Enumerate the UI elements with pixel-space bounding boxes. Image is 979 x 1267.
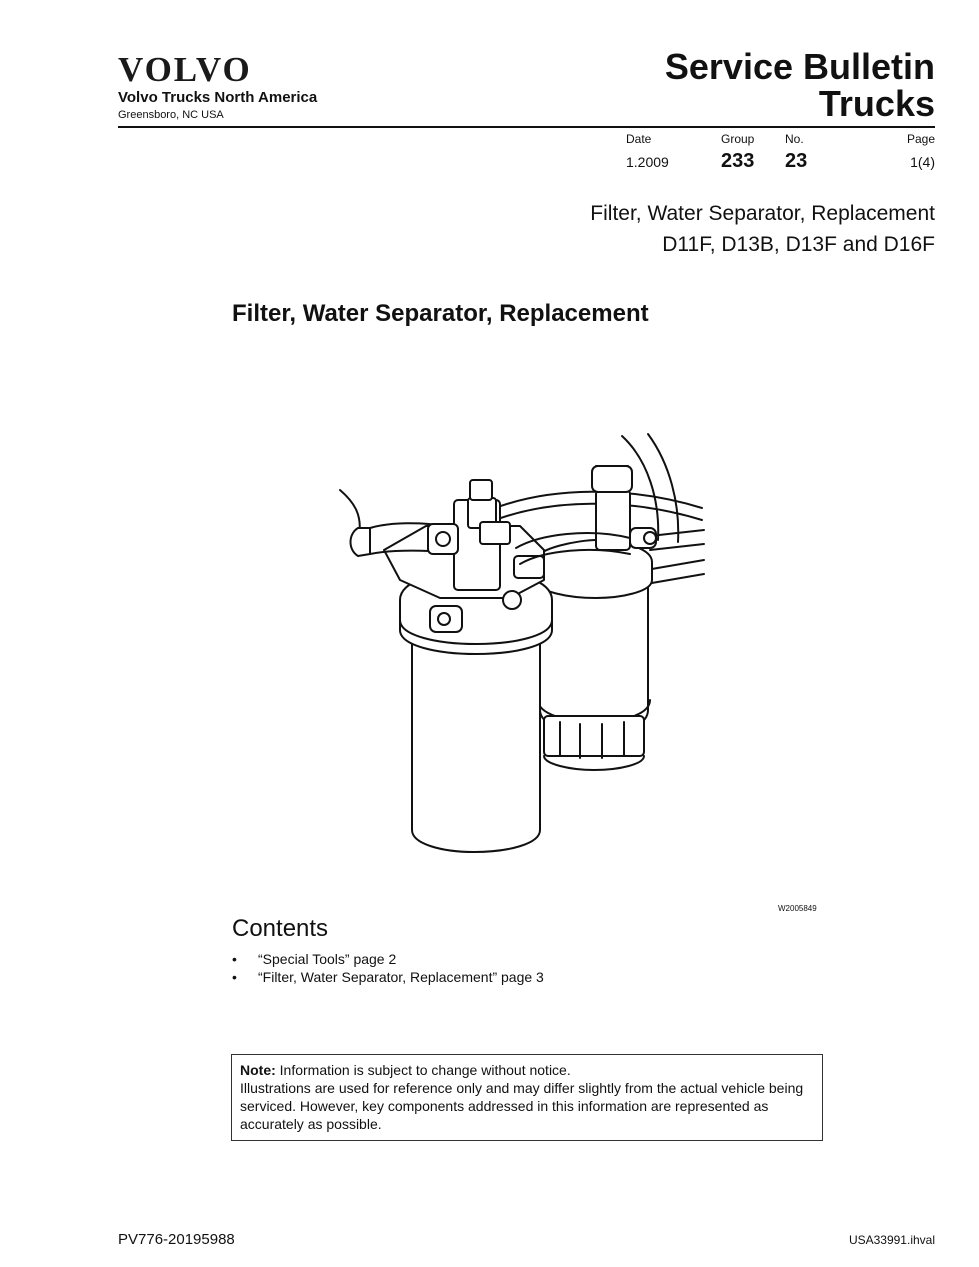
logo-text: VOLVO <box>118 50 252 89</box>
figure-code: W2005849 <box>778 904 817 913</box>
group-value: 233 <box>721 150 755 172</box>
date-value: 1.2009 <box>626 154 669 170</box>
fuel-filter-water-separator-illustration <box>330 430 710 855</box>
contents-item-filter-replacement[interactable]: • “Filter, Water Separator, Replacement” page 3 <box>232 968 544 986</box>
note-label: Note: <box>240 1062 276 1078</box>
no-value: 23 <box>785 150 808 172</box>
note-body: Illustrations are used for reference only and may differ slightly from the actual vehicle being serviced. However, key components addressed in this information are represented as accurately as possible. <box>240 1080 804 1132</box>
bulletin-subject <box>590 198 935 260</box>
group-label: Group <box>721 132 755 146</box>
document-id: PV776-20195988 <box>118 1231 235 1248</box>
header-rule <box>118 126 935 128</box>
contents-list <box>232 950 544 986</box>
section-title: Filter, Water Separator, Replacement <box>232 300 649 327</box>
company-name: Volvo Trucks North America <box>118 89 318 106</box>
page-value: 1(4) <box>910 154 935 170</box>
contents-heading: Contents <box>232 915 329 942</box>
note-box <box>231 1054 823 1141</box>
file-id: USA33991.ihval <box>848 1233 935 1247</box>
note-line1: Information is subject to change without notice. <box>279 1062 571 1078</box>
company-location: Greensboro, NC USA <box>118 109 224 121</box>
bulletin-title-line1: Service Bulletin <box>664 46 935 87</box>
subject-line2: D11F, D13B, D13F and D16F <box>662 233 935 256</box>
subject-line1: Filter, Water Separator, Replacement <box>590 202 935 225</box>
bulletin-title-line2: Trucks <box>818 83 935 124</box>
no-label: No. <box>785 132 804 146</box>
date-label: Date <box>626 132 652 146</box>
volvo-logo <box>118 52 252 87</box>
page-label: Page <box>906 132 935 146</box>
bulletin-title <box>665 48 935 122</box>
contents-item-special-tools[interactable]: • “Special Tools” page 2 <box>232 950 544 968</box>
